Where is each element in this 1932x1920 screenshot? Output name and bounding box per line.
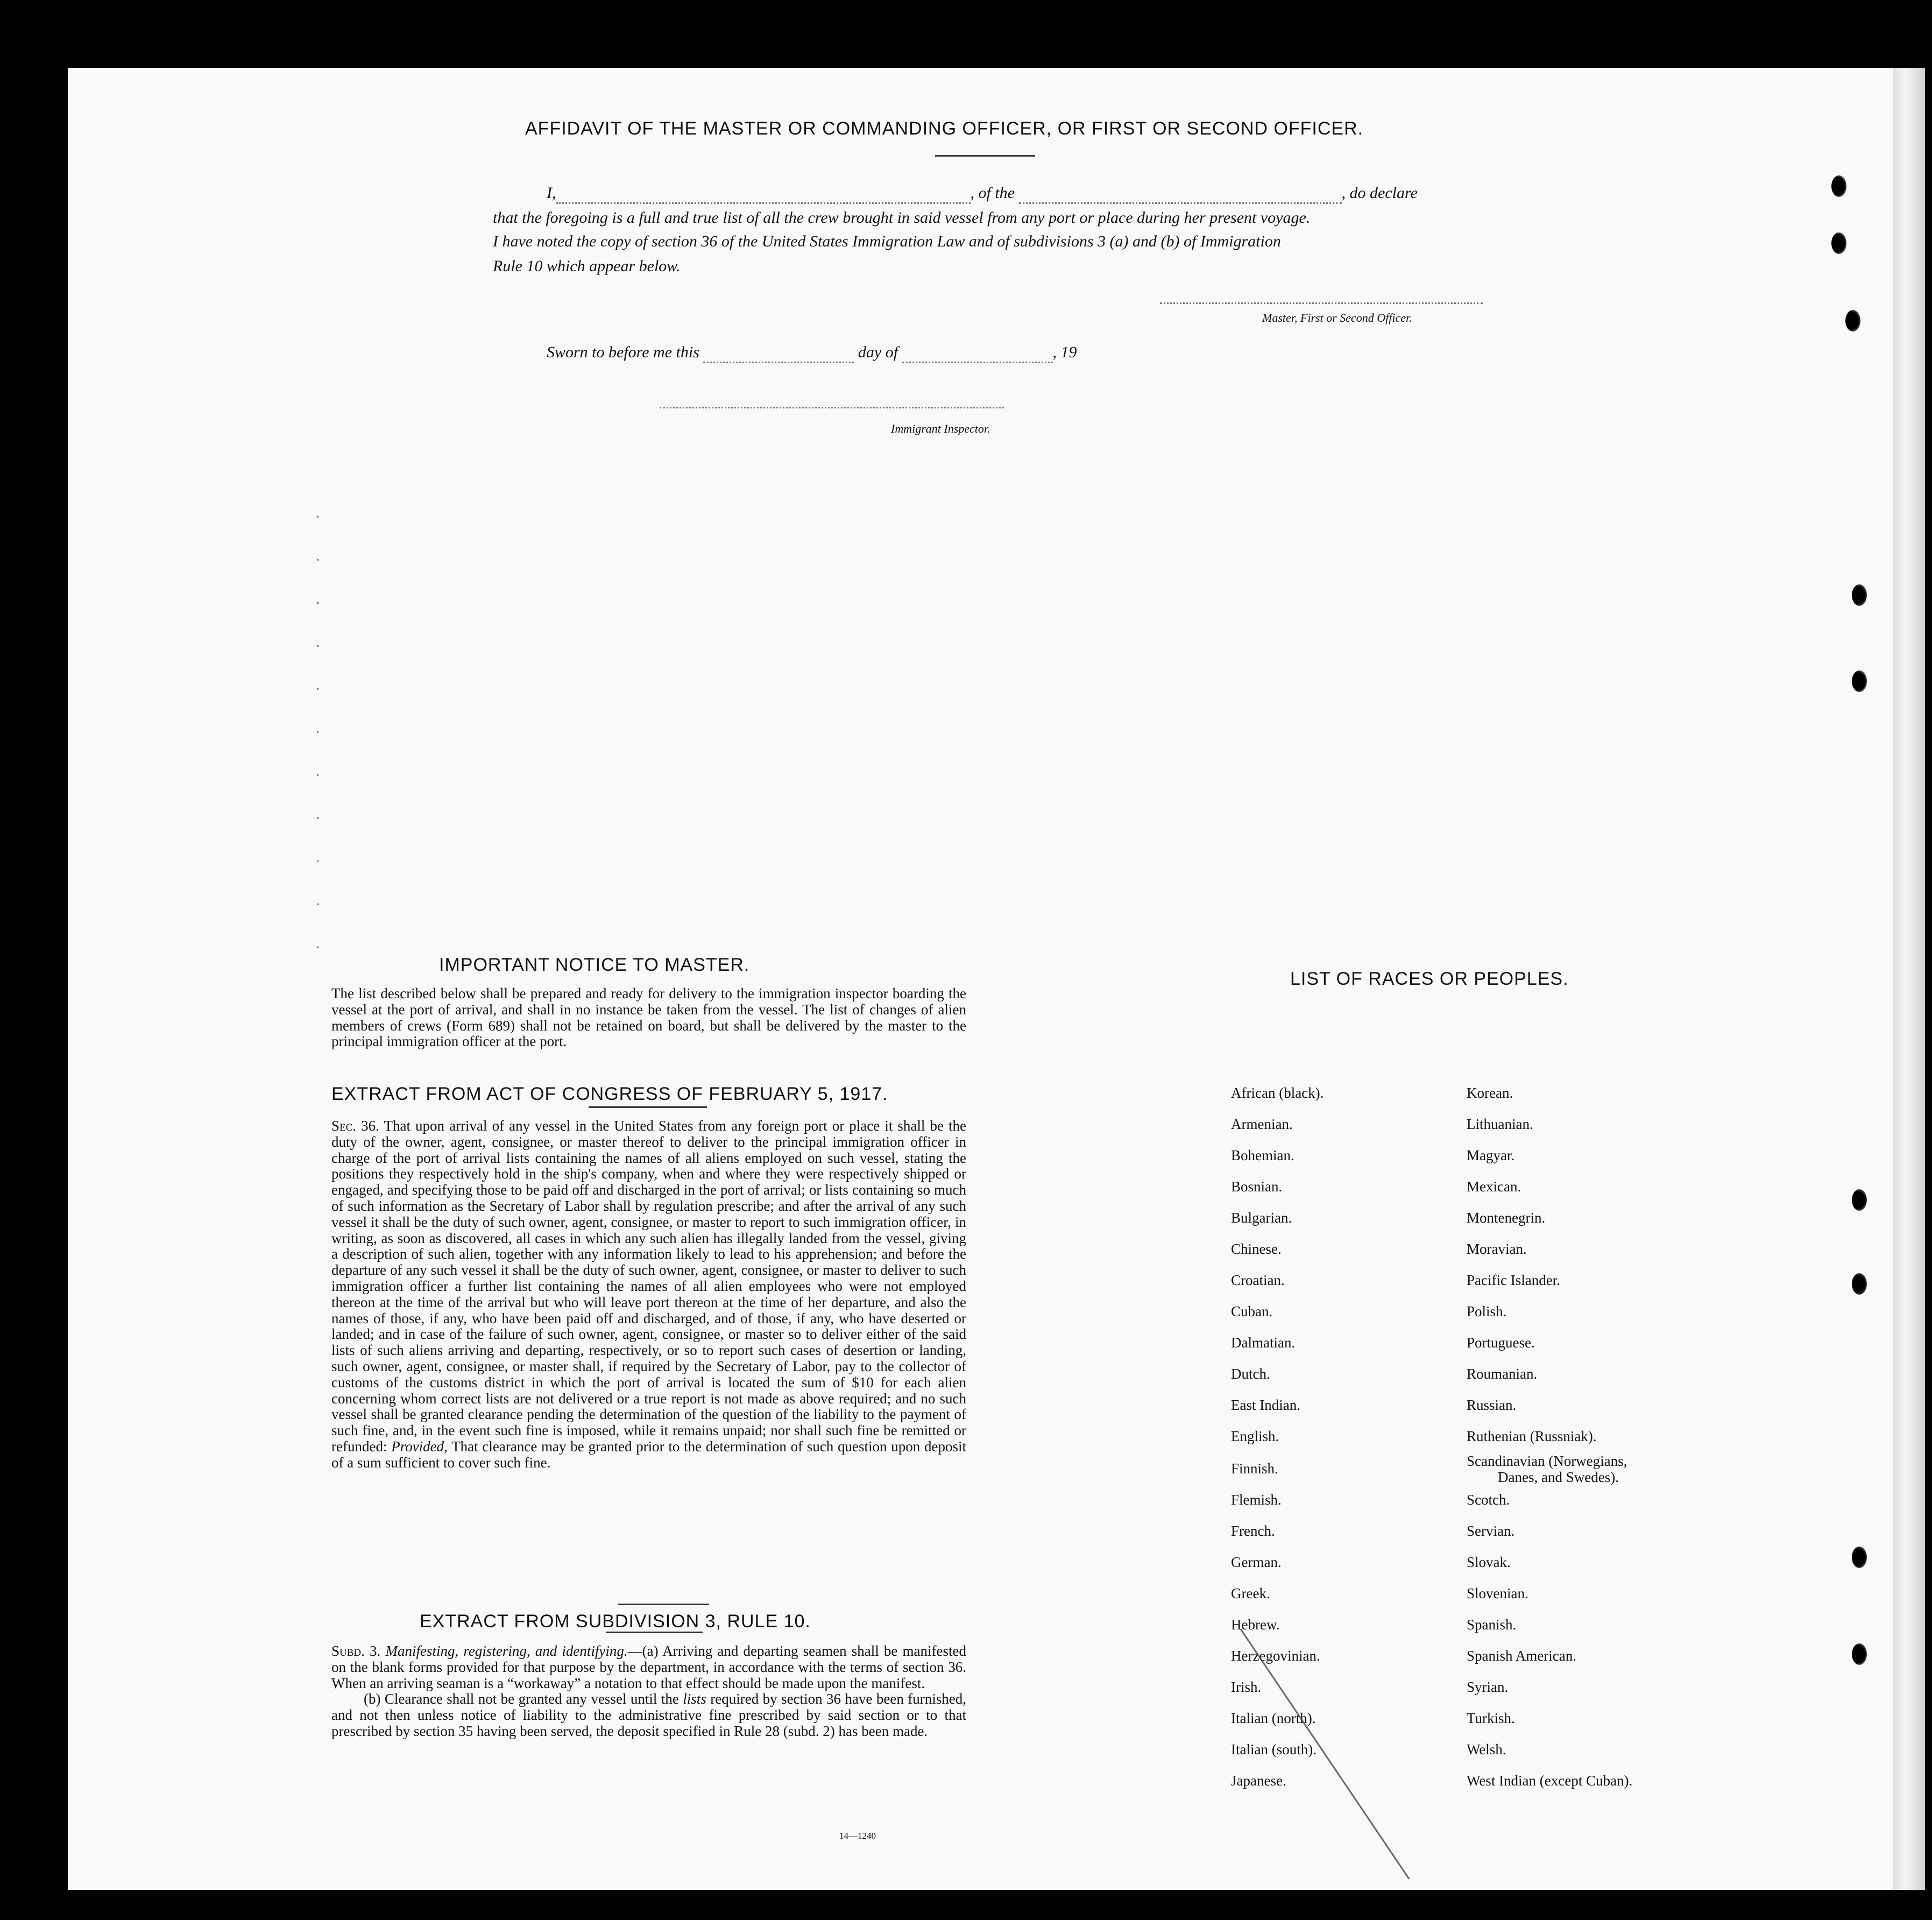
punch-hole: [1845, 310, 1860, 331]
affidavit-line-4: Rule 10 which appear below.: [493, 257, 681, 275]
act-title: EXTRACT FROM ACT OF CONGRESS OF FEBRUARY 5, 1917.: [331, 1084, 888, 1104]
race-item: Slovenian.: [1467, 1585, 1528, 1601]
act-proviso-text: That clearance may be granted prior to the determination of such question upon deposit of a sum sufficient to cover such fine.: [331, 1438, 967, 1471]
race-item: Chinese.: [1231, 1241, 1282, 1257]
race-item: English.: [1231, 1428, 1279, 1444]
form-number: 14—1240: [839, 1831, 876, 1841]
rule-title-rule: [606, 1632, 703, 1633]
inspector-signature-field[interactable]: [660, 407, 1004, 408]
notice-title: IMPORTANT NOTICE TO MASTER.: [439, 955, 750, 975]
act-body: That upon arrival of any vessel in the United States from any foreign port or place it shall be the duty of the owner, agent, consignee, or master thereof to deliver to the principal immigration officer in charge of the port of arrival lists containing the names of all aliens employed on such vessel, stating the positions they respectively hold in the ship's company, when and where they were respectively shipped or engaged, and specifying those to be paid off and discharged in the port of arrival; or lists containing so much of such information as the Secretary of Labor shall by regulation prescribe; and after the arrival of any such vessel it shall be the duty of such owner, agent, consignee, or master to report to such immigration officer, in writing, as soon as discovered, all cases in which any such alien has illegally landed from the vessel, giving a description of such alien, together with any information likely to lead to his apprehension; and before the departure of any such vessel it shall be the duty of such owner, agent, consignee, or master to deliver to such immigration officer a further list containing the names of all alien employees who were not employed thereon at the time of the arrival but who will leave port thereon at the time of her departure, and also the names of those, if any, who have been paid off and discharged, and of those, if any, who have deserted or landed; and in case of the failure of such owner, agent, consignee, or master so to deliver either of the said lists of such aliens arriving and departing, respectively, or so to report such cases of desertion or landing, such owner, agent, consignee, or master shall, if required by the Secretary of Labor, pay to the collector of customs of the customs district in which the port of arrival is located the sum of $10 for each alien concerning whom correct lists are not delivered or a true report is not made as above required; and no such vessel shall be granted clearance pending the determination of the question of the liability to the payment of such fine, and, in the event such fine is imposed, while it remains unpaid; nor shall such fine be remitted or refunded:: [331, 1118, 967, 1455]
race-item: Roumanian.: [1467, 1366, 1538, 1382]
punch-hole: [1852, 1273, 1867, 1295]
affidavit-i-label: I,: [547, 184, 556, 202]
rule-subd-heading: Manifesting, registering, and identifying.: [385, 1643, 628, 1659]
rule-para-b-start: (b) Clearance shall not be granted any vessel until the: [364, 1691, 679, 1707]
race-item: Spanish.: [1467, 1617, 1517, 1633]
row-marker: ·: [315, 595, 321, 612]
race-item: Italian (south).: [1231, 1741, 1317, 1757]
race-item: Hebrew.: [1231, 1617, 1280, 1633]
rule-title: EXTRACT FROM SUBDIVISION 3, RULE 10.: [420, 1611, 811, 1632]
master-signature-field[interactable]: [1160, 302, 1483, 304]
punch-hole: [1852, 1547, 1867, 1568]
sworn-year-label: , 19: [1052, 343, 1077, 361]
punch-hole: [1831, 175, 1846, 197]
race-item: Greek.: [1231, 1585, 1270, 1601]
affidavit-line-2: that the foregoing is a full and true list of all the crew brought in said vessel from any port or place during her present voyage.: [493, 209, 1311, 227]
race-item: Scandinavian (Norwegians,: [1467, 1453, 1627, 1469]
race-item: German.: [1231, 1554, 1282, 1570]
race-item: Japanese.: [1231, 1773, 1286, 1789]
rule-subd-label: Subd. 3.: [331, 1643, 381, 1659]
sworn-prefix: Sworn to before me this: [547, 343, 699, 361]
act-proviso-label: Provided,: [391, 1438, 448, 1455]
race-item: Moravian.: [1467, 1241, 1527, 1257]
race-item: Korean.: [1467, 1085, 1513, 1101]
race-item: Syrian.: [1467, 1679, 1509, 1695]
inspector-signature-label: Immigrant Inspector.: [891, 422, 990, 435]
race-item: Portuguese.: [1467, 1335, 1535, 1351]
row-marker: ·: [315, 853, 321, 870]
affidavit-declare-label: , do declare: [1341, 184, 1418, 202]
row-marker: ·: [315, 767, 321, 784]
race-item: Polish.: [1467, 1303, 1507, 1319]
race-item: Armenian.: [1231, 1116, 1293, 1132]
punch-hole: [1852, 670, 1867, 692]
race-item: Lithuanian.: [1467, 1116, 1533, 1132]
page-edge: [1893, 68, 1925, 1890]
race-item: Pacific Islander.: [1467, 1272, 1560, 1288]
race-item: Croatian.: [1231, 1272, 1285, 1288]
sworn-month-field[interactable]: [902, 343, 1053, 363]
row-marker: ·: [315, 810, 321, 827]
race-item: West Indian (except Cuban).: [1467, 1773, 1633, 1789]
race-item: African (black).: [1231, 1085, 1324, 1101]
race-item: Russian.: [1467, 1397, 1517, 1413]
manifest-page: [68, 68, 1893, 1890]
row-marker: ·: [315, 552, 321, 569]
row-marker: ·: [315, 897, 321, 913]
affidavit-of-the-label: , of the: [970, 184, 1015, 202]
rule-para-b-rest: required by section 36 have been furnished, and not then unless notice of liability to the administrative fine prescribed by said section or to that prescribed by section 35 having been served, the deposit specified in Rule 28 (subd. 2) has been made.: [331, 1691, 967, 1739]
act-title-rule: [589, 1106, 707, 1108]
act-section-text: [331, 1118, 966, 1471]
race-item: Servian.: [1467, 1523, 1515, 1539]
row-marker: ·: [315, 724, 321, 741]
sworn-day-label: day of: [858, 343, 898, 361]
race-item: Cuban.: [1231, 1303, 1273, 1319]
race-item: Spanish American.: [1467, 1648, 1576, 1664]
race-item-continuation: Danes, and Swedes).: [1498, 1469, 1619, 1485]
row-marker: ·: [315, 940, 321, 956]
rule-top-rule: [618, 1604, 709, 1605]
race-item: Turkish.: [1467, 1710, 1515, 1726]
vessel-name-field[interactable]: [1019, 184, 1342, 204]
master-signature-label: Master, First or Second Officer.: [1262, 311, 1412, 324]
race-item: Bohemian.: [1231, 1147, 1294, 1163]
notice-text: The list described below shall be prepared and ready for delivery to the immigration inspector boarding the vessel at the port of arrival, and shall in no instance be taken from the vessel. The list of changes of alien members of crews (Form 689) shall not be retained on board, but shall be delivered by the master to the principal immigration officer at the port.: [331, 985, 966, 1050]
race-item: Italian (north).: [1231, 1710, 1316, 1726]
punch-hole: [1852, 1643, 1867, 1665]
punch-hole: [1852, 584, 1867, 606]
affidavit-declaration-line: [547, 184, 1617, 204]
race-item: Dutch.: [1231, 1366, 1270, 1382]
race-item: Scotch.: [1467, 1492, 1510, 1508]
race-item: French.: [1231, 1523, 1275, 1539]
rule-para-b: [331, 1691, 966, 1739]
rule-para-b-lists: lists: [683, 1691, 706, 1707]
race-item: Bulgarian.: [1231, 1210, 1292, 1226]
race-item: Ruthenian (Russniak).: [1467, 1428, 1597, 1444]
row-marker: ·: [315, 509, 321, 526]
race-item: Montenegrin.: [1467, 1210, 1546, 1226]
punch-hole: [1831, 232, 1846, 254]
races-title: LIST OF RACES OR PEOPLES.: [1290, 969, 1569, 989]
sworn-day-field[interactable]: [703, 343, 854, 363]
sworn-line: [547, 343, 1192, 363]
rule-para-a-text: —(a) Arriving and departing seamen shall be manifested on the blank forms provided for that purpose by the department, in accordance with the terms of section 36. When an arriving seaman is a “workaway” a notation to that effect should be made upon the manifest.: [331, 1643, 966, 1691]
race-item: East Indian.: [1231, 1397, 1300, 1413]
race-item: Welsh.: [1467, 1741, 1506, 1757]
row-marker: ·: [315, 638, 321, 655]
punch-hole: [1852, 1189, 1867, 1211]
officer-name-field[interactable]: [556, 184, 971, 204]
race-item: Irish.: [1231, 1679, 1262, 1695]
act-section-label: Sec. 36.: [331, 1118, 379, 1134]
race-item: Mexican.: [1467, 1178, 1521, 1195]
race-item: Magyar.: [1467, 1147, 1515, 1163]
race-item: Bosnian.: [1231, 1178, 1283, 1195]
race-item: Dalmatian.: [1231, 1335, 1296, 1351]
race-item: Herzegovinian.: [1231, 1648, 1320, 1664]
affidavit-line-3: I have noted the copy of section 36 of the United States Immigration Law and of subdivisions 3 (a) and (b) of Immigration: [493, 232, 1281, 250]
race-item: Slovak.: [1467, 1554, 1511, 1570]
race-item: Flemish.: [1231, 1492, 1282, 1508]
rule-para-a: [331, 1643, 966, 1691]
affidavit-title: AFFIDAVIT OF THE MASTER OR COMMANDING OFFICER, OR FIRST OR SECOND OFFICER.: [525, 118, 1364, 139]
row-marker: ·: [315, 681, 321, 698]
affidavit-title-rule: [935, 155, 1035, 157]
race-item: Finnish.: [1231, 1460, 1278, 1477]
rule-text: [331, 1643, 966, 1740]
